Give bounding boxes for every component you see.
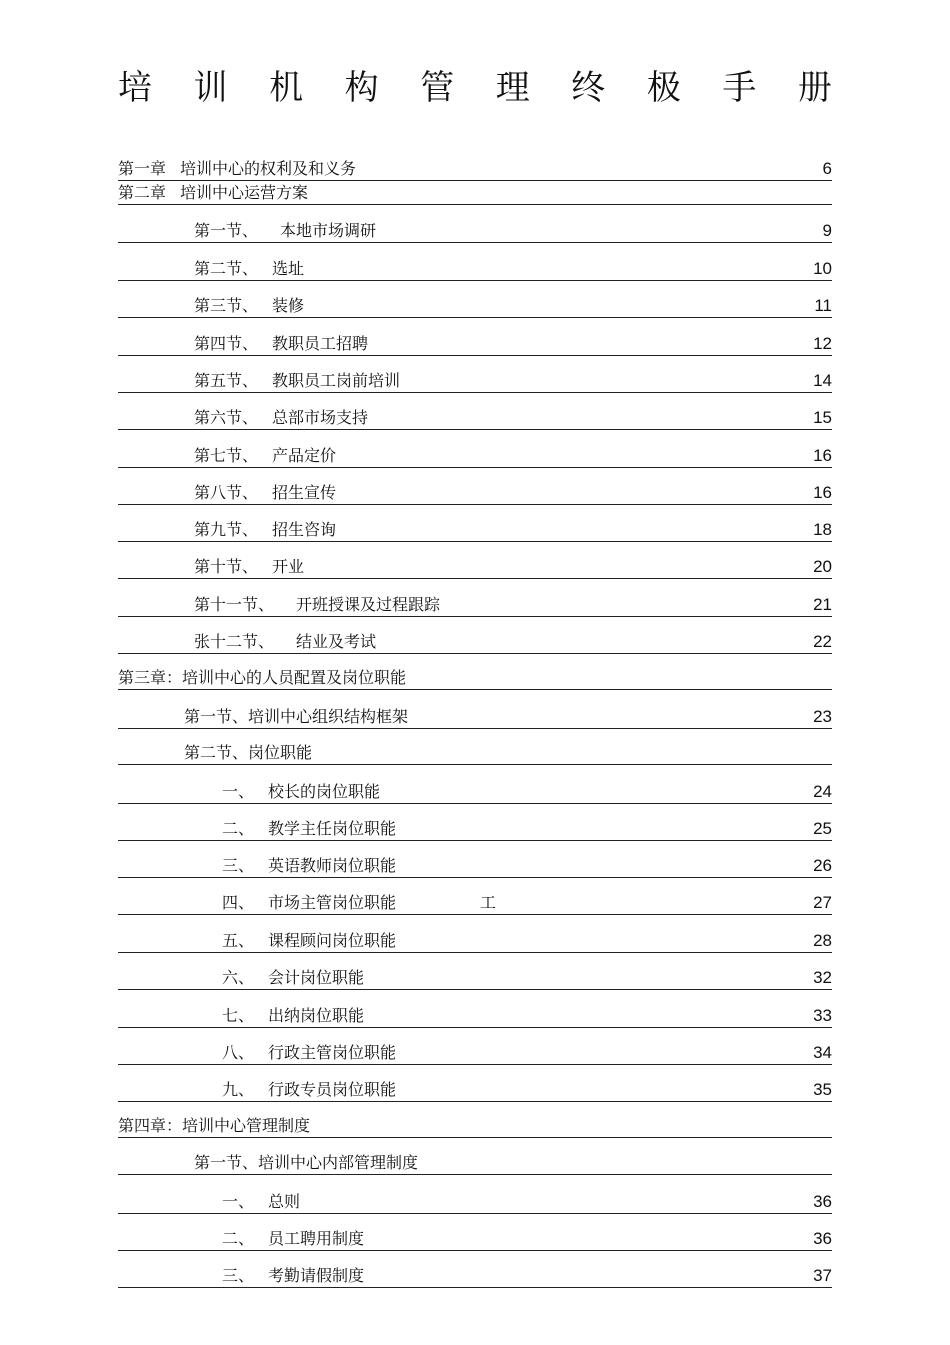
toc-entry-text: 教职员工招聘	[272, 334, 369, 353]
toc-page-number: 6	[822, 159, 832, 178]
toc-section[interactable]	[118, 594, 832, 617]
toc-page-number: 18	[813, 520, 832, 539]
toc-page-number: 16	[813, 483, 832, 502]
toc-entry-label	[194, 258, 304, 280]
toc-entry-text: 选址	[272, 259, 305, 278]
title-char: 手	[722, 68, 757, 108]
toc-section[interactable]	[118, 706, 832, 729]
toc-entry-text: 开班授课及过程跟踪	[296, 595, 441, 614]
toc-entry-text: 招生咨询	[272, 520, 337, 539]
toc-entry-number: 六、	[222, 968, 255, 987]
toc-section[interactable]	[118, 258, 832, 281]
toc-section[interactable]	[118, 742, 832, 765]
title-char: 培	[118, 68, 152, 108]
toc-subsection[interactable]	[118, 967, 832, 990]
toc-entry-label	[222, 930, 396, 952]
toc-page-number: 10	[813, 259, 832, 278]
toc-entry-label	[222, 1042, 396, 1064]
toc-entry-label	[194, 631, 376, 653]
toc-entry-label	[222, 1079, 396, 1101]
toc-section[interactable]	[118, 445, 832, 468]
toc-subsection[interactable]	[118, 1265, 832, 1288]
toc-entry-label	[194, 407, 368, 429]
toc-section[interactable]	[118, 295, 832, 318]
toc-subsection[interactable]	[118, 1191, 832, 1214]
toc-entry-label	[194, 445, 336, 467]
toc-section[interactable]	[118, 370, 832, 393]
toc-entry-text: 培训中心运营方案	[180, 183, 309, 202]
toc-entry-number: 第七节、	[194, 446, 259, 465]
toc-section[interactable]	[118, 1152, 832, 1175]
title-char: 训	[193, 68, 228, 108]
toc-entry-label	[184, 706, 408, 728]
toc-entry-text: 考勤请假制度	[268, 1266, 365, 1285]
toc-entry-text: 产品定价	[272, 446, 337, 465]
toc-entry-label	[118, 158, 356, 180]
toc-entry-number: 九、	[222, 1080, 255, 1099]
toc-entry-text: 培训中心的权利及和义务	[180, 159, 357, 178]
toc-entry-text: 行政主管岗位职能	[268, 1043, 397, 1062]
toc-subsection[interactable]	[118, 892, 832, 915]
toc-stray-character: 工	[480, 893, 497, 912]
toc-entry-label	[194, 220, 376, 242]
toc-section[interactable]	[118, 482, 832, 505]
document-title	[118, 66, 832, 110]
toc-subsection[interactable]	[118, 1042, 832, 1065]
toc-page-number: 26	[813, 856, 832, 875]
toc-chapter-3[interactable]	[118, 667, 832, 690]
toc-section[interactable]	[118, 631, 832, 654]
toc-entry-label	[194, 370, 400, 392]
toc-entry-number: 第二章	[118, 183, 167, 202]
toc-entry-number: 第四章：	[118, 1116, 183, 1135]
toc-entry-text: 英语教师岗位职能	[268, 856, 397, 875]
toc-entry-number: 第十一节、	[194, 595, 275, 614]
toc-chapter-1[interactable]	[118, 158, 832, 181]
toc-page-number: 32	[813, 968, 832, 987]
toc-entry-text: 行政专员岗位职能	[268, 1080, 397, 1099]
toc-page-number: 36	[813, 1192, 832, 1211]
toc-entry-text: 总则	[268, 1192, 301, 1211]
toc-entry-label	[222, 1228, 364, 1250]
toc-entry-number: 二、	[222, 1229, 255, 1248]
toc-subsection[interactable]	[118, 1005, 832, 1028]
title-char: 册	[797, 68, 832, 108]
toc-entry-number: 四、	[222, 893, 255, 912]
toc-entry-text: 开业	[272, 557, 305, 576]
title-char: 机	[269, 68, 304, 108]
title-char: 理	[495, 68, 530, 108]
toc-subsection[interactable]	[118, 930, 832, 953]
toc-section[interactable]	[118, 407, 832, 430]
toc-entry-label	[118, 667, 406, 689]
toc-page-number: 14	[813, 371, 832, 390]
toc-page-number: 27	[813, 893, 832, 912]
toc-entry-text: 校长的岗位职能	[268, 782, 381, 801]
toc-entry-label	[222, 892, 396, 914]
toc-section[interactable]	[118, 220, 832, 243]
toc-entry-number: 二、	[222, 819, 255, 838]
toc-entry-text: 教学主任岗位职能	[268, 819, 397, 838]
toc-entry-number: 第六节、	[194, 408, 259, 427]
toc-entry-text: 培训中心管理制度	[182, 1116, 311, 1135]
toc-entry-label	[222, 1191, 300, 1213]
toc-page-number: 11	[814, 296, 832, 315]
toc-entry-text: 培训中心组织结构框架	[248, 707, 409, 726]
toc-entry-text: 员工聘用制度	[268, 1229, 365, 1248]
toc-entry-label	[118, 1115, 310, 1137]
toc-entry-number: 第十节、	[194, 557, 259, 576]
toc-entry-number: 第三章：	[118, 668, 183, 687]
toc-section[interactable]	[118, 333, 832, 356]
toc-entry-number: 八、	[222, 1043, 255, 1062]
toc-entry-label	[194, 594, 440, 616]
toc-entry-label	[194, 519, 336, 541]
toc-entry-label	[222, 1265, 364, 1287]
toc-entry-text: 总部市场支持	[272, 408, 369, 427]
toc-entry-label	[222, 781, 380, 803]
toc-page-number: 9	[822, 221, 832, 240]
toc-entry-number: 三、	[222, 1266, 255, 1285]
toc-entry-number: 一、	[222, 1192, 255, 1211]
toc-entry-number: 第五节、	[194, 371, 259, 390]
toc-entry-text: 装修	[272, 296, 305, 315]
toc-page-number: 22	[813, 632, 832, 651]
toc-entry-text: 培训中心内部管理制度	[258, 1153, 419, 1172]
toc-entry-number: 第八节、	[194, 483, 259, 502]
toc-entry-number: 五、	[222, 931, 255, 950]
toc-chapter-2[interactable]	[118, 182, 832, 205]
toc-subsection[interactable]	[118, 1228, 832, 1251]
toc-subsection[interactable]	[118, 818, 832, 841]
toc-entry-number: 第九节、	[194, 520, 259, 539]
toc-entry-number: 张十二节、	[194, 632, 275, 651]
toc-page-number: 28	[813, 931, 832, 950]
toc-page-number: 20	[813, 557, 832, 576]
toc-entry-label	[194, 333, 368, 355]
toc-page-number: 21	[813, 595, 832, 614]
toc-entry-label	[194, 556, 304, 578]
toc-entry-label	[194, 1152, 418, 1174]
toc-chapter-4[interactable]	[118, 1115, 832, 1138]
toc-entry-text: 本地市场调研	[280, 221, 377, 240]
toc-entry-text: 市场主管岗位职能	[268, 893, 397, 912]
toc-page-number: 37	[813, 1266, 832, 1285]
toc-entry-text: 课程顾问岗位职能	[268, 931, 397, 950]
toc-entry-text: 出纳岗位职能	[268, 1006, 365, 1025]
toc-page-number: 36	[813, 1229, 832, 1248]
title-char: 管	[420, 68, 455, 108]
toc-entry-number: 第二节、	[194, 259, 259, 278]
toc-entry-number: 第二节、	[184, 743, 249, 762]
toc-section[interactable]	[118, 556, 832, 579]
toc-entry-text: 结业及考试	[296, 632, 377, 651]
toc-entry-number: 三、	[222, 856, 255, 875]
toc-entry-label	[222, 967, 364, 989]
toc-page-number: 34	[813, 1043, 832, 1062]
toc-entry-text: 会计岗位职能	[268, 968, 365, 987]
toc-entry-label	[194, 482, 336, 504]
toc-entry-number: 第四节、	[194, 334, 259, 353]
toc-page-number: 15	[813, 408, 832, 427]
toc-entry-number: 七、	[222, 1006, 255, 1025]
toc-section[interactable]	[118, 519, 832, 542]
toc-entry-label	[184, 742, 312, 764]
toc-entry-text: 培训中心的人员配置及岗位职能	[182, 668, 407, 687]
toc-entry-number: 第一节、	[184, 707, 249, 726]
title-char: 终	[571, 68, 606, 108]
toc-entry-number: 第一章	[118, 159, 167, 178]
toc-page-number: 24	[813, 782, 832, 801]
toc-page-number: 25	[813, 819, 832, 838]
toc-entry-label	[222, 855, 396, 877]
toc-entry-number: 第一节、	[194, 1153, 259, 1172]
toc-entry-text: 招生宣传	[272, 483, 337, 502]
toc-page-number: 12	[813, 334, 832, 353]
toc-entry-label	[118, 182, 308, 204]
toc-page-number: 16	[813, 446, 832, 465]
toc-entry-label	[194, 295, 304, 317]
toc-page-number: 33	[813, 1006, 832, 1025]
toc-entry-number: 一、	[222, 782, 255, 801]
toc-subsection[interactable]	[118, 855, 832, 878]
toc-entry-label	[222, 1005, 364, 1027]
toc-entry-number: 第一节、	[194, 221, 259, 240]
toc-entry-text: 岗位职能	[248, 743, 313, 762]
title-char: 构	[344, 68, 379, 108]
toc-entry-text: 教职员工岗前培训	[272, 371, 401, 390]
toc-subsection[interactable]	[118, 1079, 832, 1102]
toc-entry-number: 第三节、	[194, 296, 259, 315]
toc-page-number: 23	[813, 707, 832, 726]
toc-page-number: 35	[813, 1080, 832, 1099]
toc-entry-label	[222, 818, 396, 840]
toc-subsection[interactable]	[118, 781, 832, 804]
title-char: 极	[646, 68, 681, 108]
